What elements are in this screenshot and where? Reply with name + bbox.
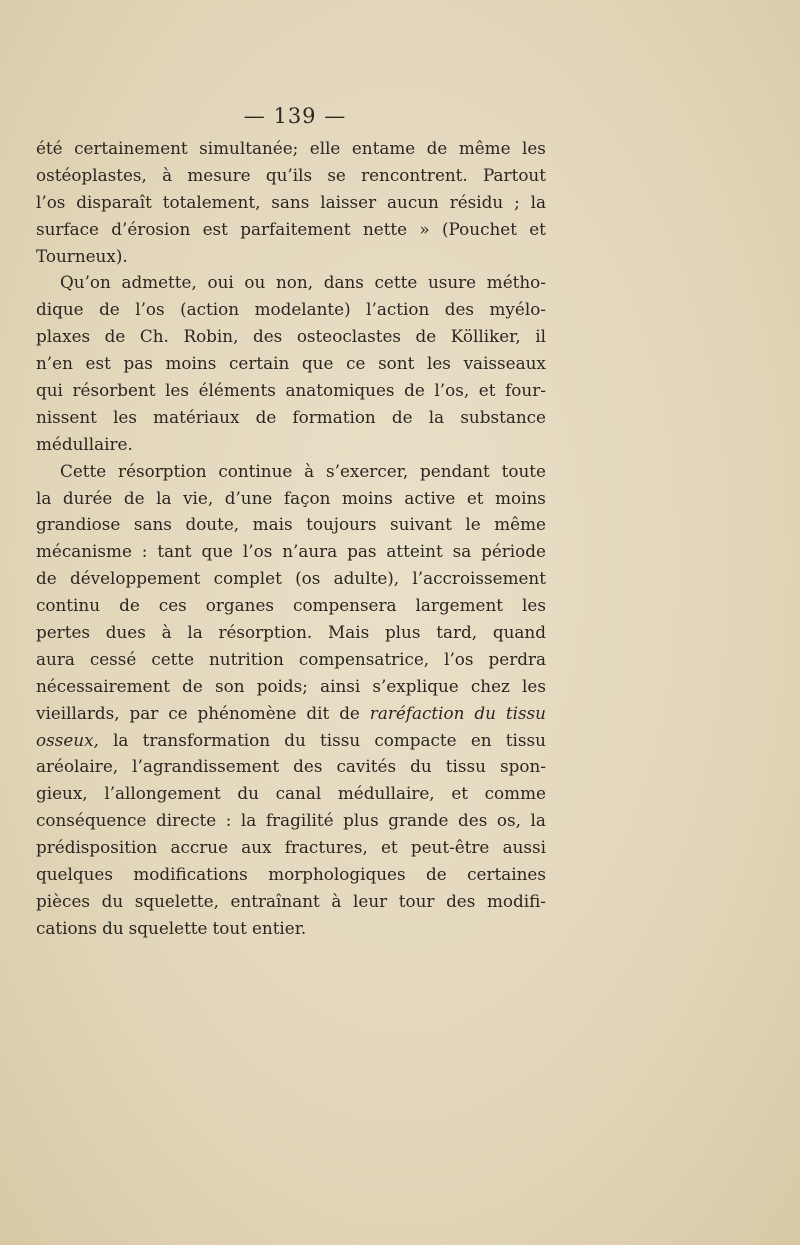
word: doute, [185, 514, 240, 535]
word: (Pouchet [442, 218, 517, 239]
word: des [293, 756, 323, 777]
word: sont [378, 353, 415, 374]
word: peut-être [410, 837, 490, 858]
word: entame [351, 138, 416, 158]
text-line [36, 753, 546, 780]
word: nécessairement [36, 675, 171, 696]
word: les [522, 595, 546, 616]
word: qu’ils [265, 164, 313, 185]
word: parfaitement [240, 218, 351, 239]
text-line [36, 727, 546, 754]
word: pendant [420, 460, 490, 481]
word: nette [362, 218, 408, 239]
text-line [36, 646, 546, 673]
word: transformation [142, 729, 271, 750]
word: gieux, [36, 783, 88, 804]
word: Partout [483, 164, 546, 185]
word: s’exercer, [326, 460, 409, 481]
word: active [404, 487, 456, 508]
word: de [123, 487, 145, 508]
word: tout [212, 917, 247, 938]
word: et [529, 218, 546, 239]
word: et [478, 380, 496, 401]
word: durée [62, 487, 113, 508]
word: matériaux [153, 406, 240, 427]
word: Robin, [183, 326, 239, 347]
word: nutrition [209, 648, 284, 669]
word: Tourneux). [36, 245, 128, 266]
word: prédisposition [36, 837, 158, 858]
word: : [141, 541, 148, 562]
word: que [301, 353, 334, 374]
text-line [36, 861, 546, 888]
word: pertes [36, 622, 90, 643]
word: son [215, 675, 245, 696]
word: des [458, 810, 488, 831]
word: Cette [60, 460, 107, 481]
word: quelques [36, 864, 113, 885]
word: atteint [386, 541, 443, 562]
word: poids; [256, 675, 308, 696]
word: de [119, 595, 140, 616]
word: dit [306, 702, 330, 723]
text-line [36, 162, 546, 189]
word: l’accroissement [412, 568, 546, 589]
word: osteoclastes [296, 326, 401, 347]
word: les [165, 380, 189, 401]
word: les [427, 353, 451, 374]
word: conséquence [36, 810, 147, 831]
word: modelante) [254, 299, 351, 320]
word: adulte), [333, 568, 400, 589]
word: à [331, 890, 342, 911]
word: (action [180, 299, 240, 320]
word: l’os [36, 191, 66, 212]
text-line [36, 807, 546, 834]
word: plaxes [36, 326, 91, 347]
word: tissu [320, 729, 361, 750]
word: et [380, 837, 398, 858]
word: de [426, 864, 447, 885]
word: résidu [449, 191, 504, 212]
word: métho- [486, 272, 546, 293]
word: moins [341, 487, 393, 508]
text-line [36, 834, 546, 861]
word: du [410, 756, 432, 777]
word: est [202, 218, 228, 239]
word: n’aura [282, 541, 338, 562]
word: des [446, 890, 476, 911]
word: sans [271, 191, 310, 212]
word: des [252, 326, 283, 347]
word: ainsi [320, 675, 361, 696]
word: la [428, 406, 445, 427]
text-line [36, 888, 546, 915]
word: éléments [198, 380, 276, 401]
word: d’érosion [111, 218, 191, 239]
word: fractures, [284, 837, 368, 858]
word: spon- [499, 756, 546, 777]
text-line [36, 350, 546, 377]
text-line [36, 700, 546, 727]
word: ce [346, 353, 366, 374]
word: les [522, 675, 546, 696]
word: l’os [135, 299, 165, 320]
word: que [201, 541, 234, 562]
word: suivant [390, 514, 452, 535]
text-line [36, 485, 546, 512]
word: pièces [36, 890, 90, 911]
word: et [451, 783, 468, 804]
word: surface [36, 218, 99, 239]
word: les [521, 138, 546, 158]
word: et [466, 487, 484, 508]
body-text [36, 135, 546, 942]
word: dues [105, 622, 146, 643]
word: formation [292, 406, 376, 427]
word: de [99, 299, 120, 320]
word: cessé [89, 648, 137, 669]
word: la [530, 191, 546, 212]
word: l’allongement [104, 783, 221, 804]
text-line [36, 538, 546, 565]
word: myélo- [489, 299, 546, 320]
word: toute [501, 460, 546, 481]
word: (os [295, 568, 321, 589]
word: même [494, 514, 546, 535]
text-line [36, 216, 546, 243]
word: ou [244, 272, 266, 293]
word: aussi [502, 837, 546, 858]
word: rencontrent. [361, 164, 468, 185]
word: ; [514, 191, 520, 212]
word: accrue [170, 837, 229, 858]
word: substance [460, 406, 546, 427]
word: plus [384, 622, 421, 643]
word: squelette [128, 917, 208, 938]
word: directe [156, 810, 217, 831]
text-line [36, 431, 546, 458]
word: la [156, 487, 172, 508]
word: tissu [505, 729, 546, 750]
word: cations [36, 917, 98, 938]
word: s’explique [372, 675, 459, 696]
word: tant [157, 541, 192, 562]
word: non, [275, 272, 314, 293]
word: de [255, 406, 277, 427]
word: façon [283, 487, 331, 508]
word: des [444, 299, 475, 320]
text-line [36, 458, 546, 485]
word: médullaire, [337, 783, 435, 804]
word: canal [275, 783, 322, 804]
word: oui [207, 272, 234, 293]
word: os, [496, 810, 521, 831]
word: : [225, 810, 232, 831]
word: dique [36, 299, 84, 320]
text-line [36, 296, 546, 323]
word: d’une [224, 487, 273, 508]
word: la [36, 487, 52, 508]
word: l’os, [434, 380, 470, 401]
word: fragilité [265, 810, 334, 831]
word: il [535, 326, 546, 347]
word: modifications [133, 864, 248, 885]
text-line [36, 135, 546, 162]
word: l’action [366, 299, 430, 320]
word: mécanisme [36, 541, 132, 562]
word: certainement [74, 138, 188, 158]
word: entier. [251, 917, 307, 938]
text-line [36, 592, 546, 619]
word: ostéoplastes, [36, 164, 147, 185]
word: du [474, 702, 496, 723]
word: de [404, 380, 425, 401]
word: entraînant [230, 890, 320, 911]
word: la [113, 729, 129, 750]
word: mais [252, 514, 293, 535]
word: l’agrandissement [132, 756, 280, 777]
word: disparaît [76, 191, 152, 212]
word: totalement, [162, 191, 261, 212]
text-line [36, 915, 546, 942]
word: aura [36, 648, 75, 669]
word: dans [323, 272, 364, 293]
word: compacte [374, 729, 457, 750]
word: usure [427, 272, 477, 293]
word: l’os [242, 541, 273, 562]
word: période [481, 541, 546, 562]
text-line [36, 269, 546, 296]
text-line [36, 323, 546, 350]
word: tour [398, 890, 435, 911]
text-line [36, 780, 546, 807]
word: de [339, 702, 360, 723]
word: qui [36, 380, 63, 401]
text-line [36, 565, 546, 592]
text-line [36, 404, 546, 431]
word: se [327, 164, 346, 185]
word: grande [388, 810, 449, 831]
word: compensatrice, [298, 648, 430, 669]
word: continue [218, 460, 293, 481]
word: la [240, 810, 257, 831]
word: du [284, 729, 306, 750]
word: grandiose [36, 514, 121, 535]
word: complet [213, 568, 282, 589]
word: sans [133, 514, 172, 535]
word: tissu [445, 756, 486, 777]
word: à [161, 622, 172, 643]
word: du [101, 890, 124, 911]
word: ces [158, 595, 187, 616]
text-line [36, 619, 546, 646]
word: par [129, 702, 159, 723]
word: moins [495, 487, 546, 508]
word: résorption. [218, 622, 313, 643]
word: nissent [36, 406, 97, 427]
word: laisser [320, 191, 377, 212]
word: , [93, 729, 99, 750]
word: n’en [36, 353, 73, 374]
word: tard, [436, 622, 478, 643]
word: vieillards, [36, 702, 120, 723]
word: de [36, 568, 57, 589]
word: chez [470, 675, 510, 696]
word: la [530, 810, 546, 831]
word: perdra [488, 648, 546, 669]
word: de [415, 326, 437, 347]
word: à [304, 460, 315, 481]
word: aucun [387, 191, 439, 212]
word: organes [205, 595, 275, 616]
word: elle [309, 138, 341, 158]
word: à [162, 164, 173, 185]
word: aréolaire, [36, 756, 119, 777]
word: modifi- [486, 890, 546, 911]
word: squelette, [134, 890, 219, 911]
word: osseux, [36, 729, 99, 750]
word: médullaire. [36, 433, 133, 454]
word: toujours [306, 514, 377, 535]
word: résorption [118, 460, 207, 481]
word: pas [347, 541, 377, 562]
word: phénomène [197, 702, 297, 723]
word: même [458, 138, 511, 158]
word: est [85, 353, 111, 374]
word: aux [241, 837, 272, 858]
word: tissu [505, 702, 546, 723]
text-line [36, 189, 546, 216]
word: compensera [293, 595, 397, 616]
word: cavités [336, 756, 397, 777]
word: continu [36, 595, 101, 616]
word: cette [151, 648, 195, 669]
text-line [36, 243, 546, 270]
word: de [426, 138, 448, 158]
word: Ch. [139, 326, 169, 347]
word: développement [69, 568, 201, 589]
word: admette, [121, 272, 197, 293]
word: certaines [467, 864, 546, 885]
word: de [104, 326, 126, 347]
word: vie, [183, 487, 214, 508]
word: largement [415, 595, 504, 616]
word: raréfaction [369, 702, 465, 723]
word: en [470, 729, 492, 750]
word: été [36, 138, 63, 158]
word: l’os [444, 648, 474, 669]
word: la [187, 622, 203, 643]
word: four- [505, 380, 546, 401]
word: résorbent [72, 380, 156, 401]
word: vaisseaux [463, 353, 546, 374]
word: le [465, 514, 481, 535]
word: ce [168, 702, 188, 723]
word: quand [492, 622, 546, 643]
word: les [113, 406, 137, 427]
text-line [36, 673, 546, 700]
word: moins [165, 353, 217, 374]
word: Qu’on [60, 272, 111, 293]
word: de [182, 675, 203, 696]
word: de [391, 406, 413, 427]
word: plus [343, 810, 379, 831]
word: leur [353, 890, 388, 911]
word: Mais [328, 622, 370, 643]
word: simultanée; [199, 138, 299, 158]
word: sa [452, 541, 472, 562]
word: mesure [187, 164, 251, 185]
word: pas [123, 353, 153, 374]
word: anatomiques [285, 380, 395, 401]
text-line [36, 377, 546, 404]
text-line [36, 511, 546, 538]
word: du [102, 917, 124, 938]
word: morphologiques [268, 864, 406, 885]
word: Kölliker, [450, 326, 521, 347]
word: du [237, 783, 259, 804]
word: comme [484, 783, 546, 804]
word: cette [374, 272, 418, 293]
page-number: — 139 — [243, 104, 347, 128]
word: certain [228, 353, 290, 374]
word: » [419, 218, 430, 239]
